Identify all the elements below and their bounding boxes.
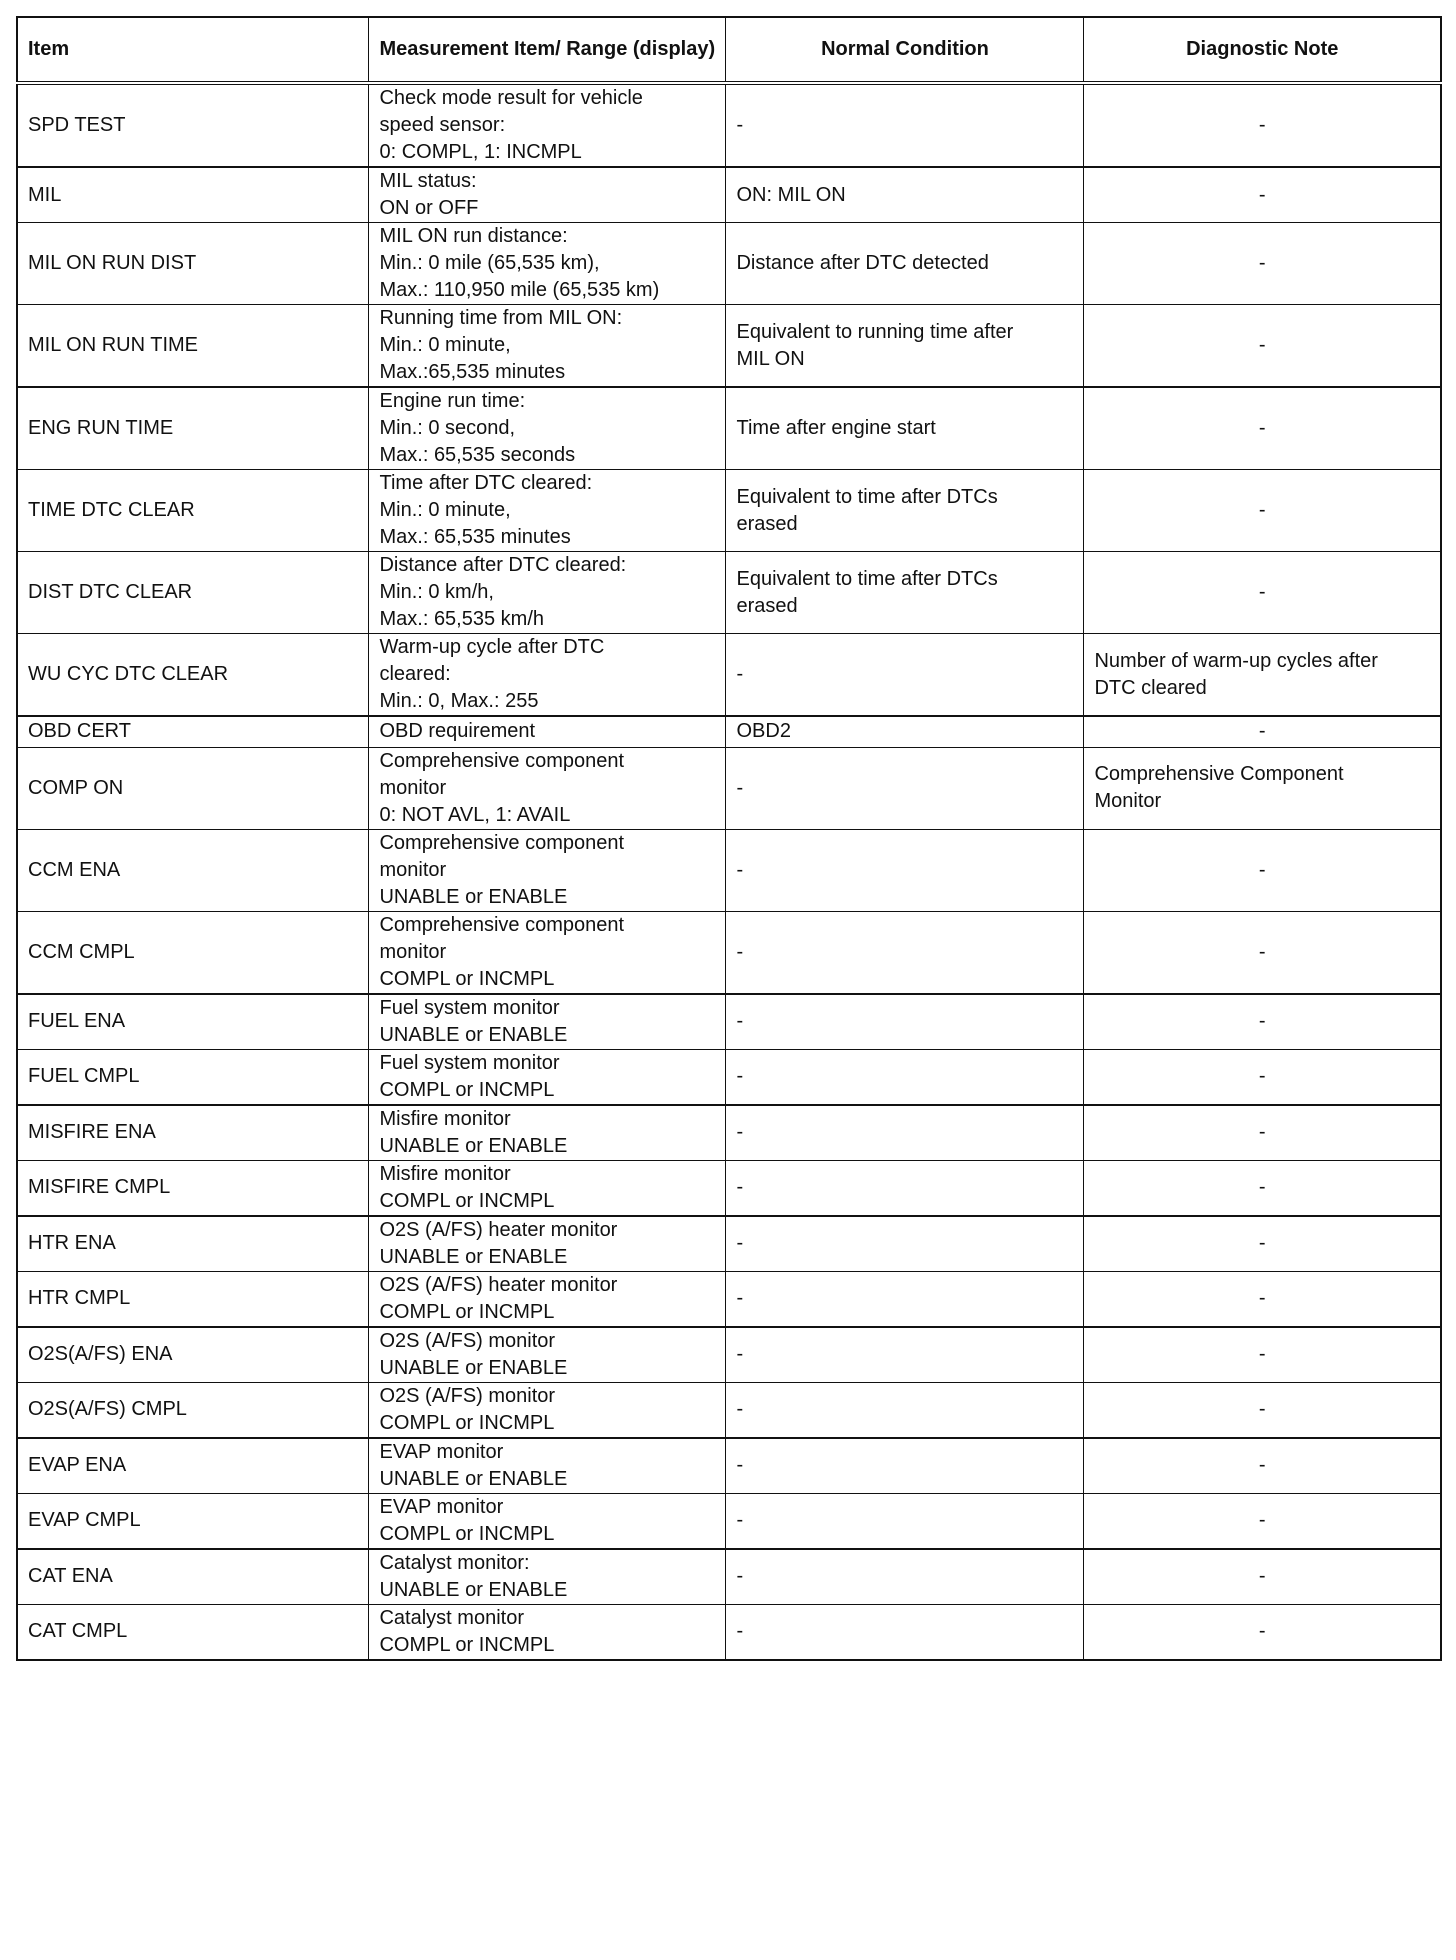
cell-diagnostic-note-line: - (1258, 1509, 1266, 1531)
cell-normal-condition (726, 747, 1084, 829)
cell-item: O2S(A/FS) ENA (17, 1327, 369, 1383)
cell-measurement (369, 1105, 726, 1161)
cell-measurement (369, 1216, 726, 1272)
cell-diagnostic-note-line: - (1258, 581, 1266, 603)
table-row (17, 634, 1441, 717)
cell-item: HTR CMPL (17, 1271, 369, 1327)
cell-diagnostic-note (1084, 223, 1441, 305)
cell-item: MIL (17, 167, 369, 223)
cell-normal-condition (726, 994, 1084, 1050)
cell-measurement-line: COMPL or INCMPL (379, 1189, 555, 1212)
cell-diagnostic-note-line: - (1258, 720, 1266, 743)
cell-normal-condition-line: OBD2 (736, 720, 791, 743)
table-row (17, 911, 1441, 994)
cell-normal-condition (726, 167, 1084, 223)
cell-measurement-line: Max.:65,535 minutes (379, 361, 566, 383)
cell-measurement-line: UNABLE or ENABLE (379, 1467, 568, 1490)
cell-diagnostic-note-line: - (1258, 114, 1266, 136)
cell-normal-condition-line: - (736, 1620, 744, 1642)
table-row (17, 994, 1441, 1050)
cell-measurement-line: Time after DTC cleared: (379, 472, 593, 494)
cell-diagnostic-note (1084, 994, 1441, 1050)
cell-measurement-line: UNABLE or ENABLE (379, 885, 568, 908)
cell-measurement-line: EVAP monitor (379, 1495, 504, 1518)
cell-measurement-line: cleared: (379, 663, 451, 685)
cell-measurement-line: COMPL or INCMPL (379, 1633, 555, 1656)
cell-normal-condition (726, 1493, 1084, 1549)
cell-measurement-line: COMPL or INCMPL (379, 1300, 555, 1323)
cell-measurement-line: Check mode result for vehicle (379, 87, 643, 109)
cell-item: CAT ENA (17, 1549, 369, 1605)
cell-measurement (369, 1382, 726, 1438)
cell-diagnostic-note-line: DTC cleared (1094, 676, 1207, 699)
cell-diagnostic-note-line: - (1258, 1121, 1266, 1143)
cell-normal-condition-line: - (736, 1010, 744, 1032)
header-row (17, 17, 1441, 83)
table-row (17, 305, 1441, 388)
cell-normal-condition-line: - (736, 858, 744, 881)
cell-measurement-line: O2S (A/FS) monitor (379, 1384, 556, 1407)
cell-normal-condition-line: - (736, 1565, 744, 1587)
cell-measurement (369, 387, 726, 470)
cell-item: COMP ON (17, 747, 369, 829)
cell-normal-condition (726, 911, 1084, 994)
cell-measurement-line: Distance after DTC cleared: (379, 554, 627, 576)
cell-diagnostic-note (1084, 829, 1441, 911)
cell-measurement (369, 716, 726, 747)
cell-measurement-line: O2S (A/FS) heater monitor (379, 1273, 618, 1296)
cell-item: CCM CMPL (17, 911, 369, 994)
cell-measurement-line: Warm-up cycle after DTC (379, 636, 605, 658)
cell-diagnostic-note (1084, 1160, 1441, 1216)
cell-item: OBD CERT (17, 716, 369, 747)
cell-diagnostic-note-line: - (1258, 1343, 1266, 1365)
table-row (17, 716, 1441, 747)
cell-measurement (369, 1049, 726, 1105)
table-row (17, 1438, 1441, 1494)
cell-diagnostic-note (1084, 1493, 1441, 1549)
cell-diagnostic-note (1084, 634, 1441, 717)
cell-measurement-line: Max.: 65,535 seconds (379, 444, 576, 466)
cell-measurement-line: Fuel system monitor (379, 1051, 560, 1074)
cell-measurement-line: UNABLE or ENABLE (379, 1134, 568, 1157)
cell-measurement-line: O2S (A/FS) monitor (379, 1329, 556, 1352)
cell-measurement-line: UNABLE or ENABLE (379, 1578, 568, 1601)
cell-item: MIL ON RUN DIST (17, 223, 369, 305)
cell-diagnostic-note (1084, 167, 1441, 223)
cell-measurement-line: MIL ON run distance: (379, 225, 568, 247)
header-measurement-line1: Measurement Item/ (379, 38, 561, 60)
cell-diagnostic-note-line: - (1258, 1398, 1266, 1420)
document-page (16, 16, 1442, 1661)
cell-diagnostic-note-line: - (1258, 1176, 1266, 1198)
cell-normal-condition (726, 1327, 1084, 1383)
cell-diagnostic-note-line: - (1258, 858, 1266, 881)
cell-normal-condition-line: - (736, 663, 744, 685)
table-row (17, 167, 1441, 223)
cell-diagnostic-note-line: - (1258, 417, 1266, 439)
cell-measurement (369, 1438, 726, 1494)
cell-measurement (369, 1604, 726, 1660)
cell-measurement-line: UNABLE or ENABLE (379, 1245, 568, 1268)
cell-diagnostic-note-line: - (1258, 252, 1266, 274)
cell-measurement-line: MIL status: (379, 170, 477, 192)
cell-diagnostic-note-line: - (1258, 1620, 1266, 1642)
cell-normal-condition (726, 83, 1084, 167)
cell-diagnostic-note-line: - (1258, 1287, 1266, 1309)
header-measurement (369, 17, 726, 83)
cell-normal-condition (726, 1549, 1084, 1605)
cell-normal-condition (726, 716, 1084, 747)
cell-normal-condition-line: - (736, 114, 744, 136)
cell-diagnostic-note-line: - (1258, 1065, 1266, 1087)
cell-diagnostic-note (1084, 1105, 1441, 1161)
cell-measurement-line: Min.: 0 second, (379, 417, 516, 439)
table-row (17, 1105, 1441, 1161)
cell-normal-condition-line: erased (736, 594, 798, 617)
cell-normal-condition-line: ON: MIL ON (736, 183, 846, 206)
cell-item: FUEL ENA (17, 994, 369, 1050)
cell-measurement (369, 223, 726, 305)
cell-diagnostic-note (1084, 747, 1441, 829)
data-list-table (16, 16, 1442, 1661)
cell-measurement-line: Catalyst monitor: (379, 1551, 530, 1574)
table-body (17, 83, 1441, 1660)
cell-normal-condition (726, 1049, 1084, 1105)
cell-item: CAT CMPL (17, 1604, 369, 1660)
cell-measurement-line: Min.: 0 minute, (379, 334, 511, 356)
cell-measurement-line: Min.: 0, Max.: 255 (379, 690, 539, 712)
cell-normal-condition-line: - (736, 1287, 744, 1309)
cell-item: MISFIRE ENA (17, 1105, 369, 1161)
cell-diagnostic-note (1084, 83, 1441, 167)
cell-normal-condition-line: - (736, 1343, 744, 1365)
table-row (17, 470, 1441, 552)
cell-normal-condition (726, 223, 1084, 305)
cell-normal-condition (726, 470, 1084, 552)
cell-normal-condition-line: - (736, 1509, 744, 1531)
cell-item: WU CYC DTC CLEAR (17, 634, 369, 717)
cell-normal-condition-line: - (736, 1232, 744, 1254)
cell-measurement-line: speed sensor: (379, 114, 506, 136)
table-row (17, 1160, 1441, 1216)
table-row (17, 223, 1441, 305)
cell-measurement-line: EVAP monitor (379, 1440, 504, 1463)
cell-measurement-line: Min.: 0 minute, (379, 499, 511, 521)
cell-measurement-line: COMPL or INCMPL (379, 1522, 555, 1545)
cell-normal-condition (726, 387, 1084, 470)
cell-normal-condition-line: - (736, 940, 744, 963)
cell-measurement-line: Comprehensive component (379, 913, 625, 936)
cell-measurement-line: 0: COMPL, 1: INCMPL (379, 141, 582, 163)
table-row (17, 1271, 1441, 1327)
table-row (17, 83, 1441, 167)
header-item: Item (17, 17, 369, 83)
cell-measurement (369, 829, 726, 911)
cell-diagnostic-note (1084, 305, 1441, 388)
cell-measurement-line: Running time from MIL ON: (379, 307, 623, 329)
table-row (17, 1604, 1441, 1660)
cell-measurement-line: UNABLE or ENABLE (379, 1023, 568, 1046)
cell-diagnostic-note (1084, 716, 1441, 747)
cell-measurement (369, 470, 726, 552)
cell-normal-condition-line: - (736, 1121, 744, 1143)
cell-measurement-line: Fuel system monitor (379, 996, 560, 1019)
cell-measurement-line: ON or OFF (379, 197, 479, 219)
cell-measurement-line: OBD requirement (379, 720, 536, 743)
table-row (17, 747, 1441, 829)
cell-diagnostic-note (1084, 1438, 1441, 1494)
cell-diagnostic-note (1084, 1604, 1441, 1660)
cell-normal-condition (726, 829, 1084, 911)
cell-diagnostic-note (1084, 470, 1441, 552)
cell-normal-condition (726, 1604, 1084, 1660)
cell-measurement-line: monitor (379, 940, 447, 963)
cell-normal-condition (726, 1438, 1084, 1494)
cell-normal-condition-line: Time after engine start (736, 417, 936, 439)
cell-measurement-line: Catalyst monitor (379, 1606, 524, 1629)
cell-normal-condition-line: - (736, 1176, 744, 1198)
cell-diagnostic-note (1084, 911, 1441, 994)
cell-item: HTR ENA (17, 1216, 369, 1272)
cell-measurement-line: COMPL or INCMPL (379, 967, 555, 990)
cell-item: MIL ON RUN TIME (17, 305, 369, 388)
cell-measurement-line: Comprehensive component (379, 749, 625, 772)
cell-normal-condition (726, 1382, 1084, 1438)
cell-item: TIME DTC CLEAR (17, 470, 369, 552)
cell-measurement (369, 1549, 726, 1605)
table-row (17, 829, 1441, 911)
cell-measurement (369, 911, 726, 994)
cell-normal-condition (726, 305, 1084, 388)
table-row (17, 387, 1441, 470)
cell-diagnostic-note-line: Number of warm-up cycles after (1094, 649, 1378, 672)
cell-measurement-line: monitor (379, 858, 447, 881)
cell-measurement (369, 83, 726, 167)
cell-measurement-line: Misfire monitor (379, 1162, 511, 1185)
cell-item: SPD TEST (17, 83, 369, 167)
cell-normal-condition (726, 634, 1084, 717)
cell-normal-condition-line: MIL ON (736, 347, 805, 370)
cell-normal-condition (726, 1160, 1084, 1216)
header-diagnostic-note: Diagnostic Note (1084, 17, 1441, 83)
cell-diagnostic-note-line: - (1258, 334, 1266, 356)
header-normal-condition: Normal Condition (726, 17, 1084, 83)
cell-normal-condition-line: Equivalent to time after DTCs (736, 567, 998, 590)
cell-measurement-line: COMPL or INCMPL (379, 1411, 555, 1434)
cell-measurement-line: Min.: 0 km/h, (379, 581, 494, 603)
table-row (17, 1216, 1441, 1272)
cell-measurement (369, 1271, 726, 1327)
header-measurement-line2: Range (display) (566, 38, 716, 60)
cell-item: DIST DTC CLEAR (17, 552, 369, 634)
cell-measurement-line: 0: NOT AVL, 1: AVAIL (379, 803, 571, 826)
cell-diagnostic-note (1084, 1271, 1441, 1327)
cell-measurement-line: O2S (A/FS) heater monitor (379, 1218, 618, 1241)
cell-measurement (369, 552, 726, 634)
cell-diagnostic-note-line: - (1258, 183, 1266, 206)
cell-normal-condition-line: - (736, 776, 744, 799)
cell-diagnostic-note-line: - (1258, 499, 1266, 521)
cell-diagnostic-note (1084, 1049, 1441, 1105)
cell-measurement-line: COMPL or INCMPL (379, 1078, 555, 1101)
cell-normal-condition-line: - (736, 1398, 744, 1420)
cell-measurement (369, 1493, 726, 1549)
cell-diagnostic-note (1084, 552, 1441, 634)
table-row (17, 1549, 1441, 1605)
cell-item: FUEL CMPL (17, 1049, 369, 1105)
cell-measurement (369, 634, 726, 717)
cell-item: ENG RUN TIME (17, 387, 369, 470)
cell-diagnostic-note-line: Comprehensive Component (1094, 763, 1344, 785)
cell-measurement (369, 1327, 726, 1383)
cell-measurement-line: UNABLE or ENABLE (379, 1356, 568, 1379)
cell-diagnostic-note (1084, 1549, 1441, 1605)
cell-measurement (369, 305, 726, 388)
cell-measurement-line: Misfire monitor (379, 1107, 511, 1130)
cell-diagnostic-note-line: - (1258, 1565, 1266, 1587)
cell-measurement-line: Engine run time: (379, 390, 526, 412)
cell-diagnostic-note-line: - (1258, 1010, 1266, 1032)
table-row (17, 1327, 1441, 1383)
cell-normal-condition-line: - (736, 1454, 744, 1476)
cell-measurement-line: Min.: 0 mile (65,535 km), (379, 252, 600, 274)
table-row (17, 1382, 1441, 1438)
cell-diagnostic-note-line: - (1258, 940, 1266, 963)
cell-item: O2S(A/FS) CMPL (17, 1382, 369, 1438)
cell-diagnostic-note-line: - (1258, 1454, 1266, 1476)
cell-diagnostic-note (1084, 387, 1441, 470)
cell-measurement (369, 747, 726, 829)
cell-item: EVAP ENA (17, 1438, 369, 1494)
table-row (17, 1049, 1441, 1105)
cell-normal-condition (726, 1271, 1084, 1327)
table-row (17, 552, 1441, 634)
cell-diagnostic-note (1084, 1216, 1441, 1272)
cell-diagnostic-note-line: - (1258, 1232, 1266, 1254)
cell-normal-condition-line: Equivalent to time after DTCs (736, 485, 998, 508)
cell-diagnostic-note (1084, 1382, 1441, 1438)
cell-normal-condition-line: Distance after DTC detected (736, 252, 989, 274)
table-header (17, 17, 1441, 83)
cell-item: MISFIRE CMPL (17, 1160, 369, 1216)
cell-item: CCM ENA (17, 829, 369, 911)
cell-normal-condition-line: - (736, 1065, 744, 1087)
table-row (17, 1493, 1441, 1549)
cell-measurement-line: monitor (379, 776, 447, 799)
cell-measurement (369, 167, 726, 223)
cell-item: EVAP CMPL (17, 1493, 369, 1549)
cell-measurement (369, 1160, 726, 1216)
cell-normal-condition (726, 1105, 1084, 1161)
cell-normal-condition-line: Equivalent to running time after (736, 320, 1014, 343)
cell-diagnostic-note-line: Monitor (1094, 790, 1162, 812)
cell-measurement-line: Comprehensive component (379, 831, 625, 854)
cell-diagnostic-note (1084, 1327, 1441, 1383)
cell-measurement-line: Max.: 65,535 km/h (379, 608, 545, 630)
cell-normal-condition (726, 1216, 1084, 1272)
cell-normal-condition-line: erased (736, 512, 798, 535)
cell-normal-condition (726, 552, 1084, 634)
cell-measurement (369, 994, 726, 1050)
cell-measurement-line: Max.: 65,535 minutes (379, 526, 571, 548)
cell-measurement-line: Max.: 110,950 mile (65,535 km) (379, 279, 660, 301)
